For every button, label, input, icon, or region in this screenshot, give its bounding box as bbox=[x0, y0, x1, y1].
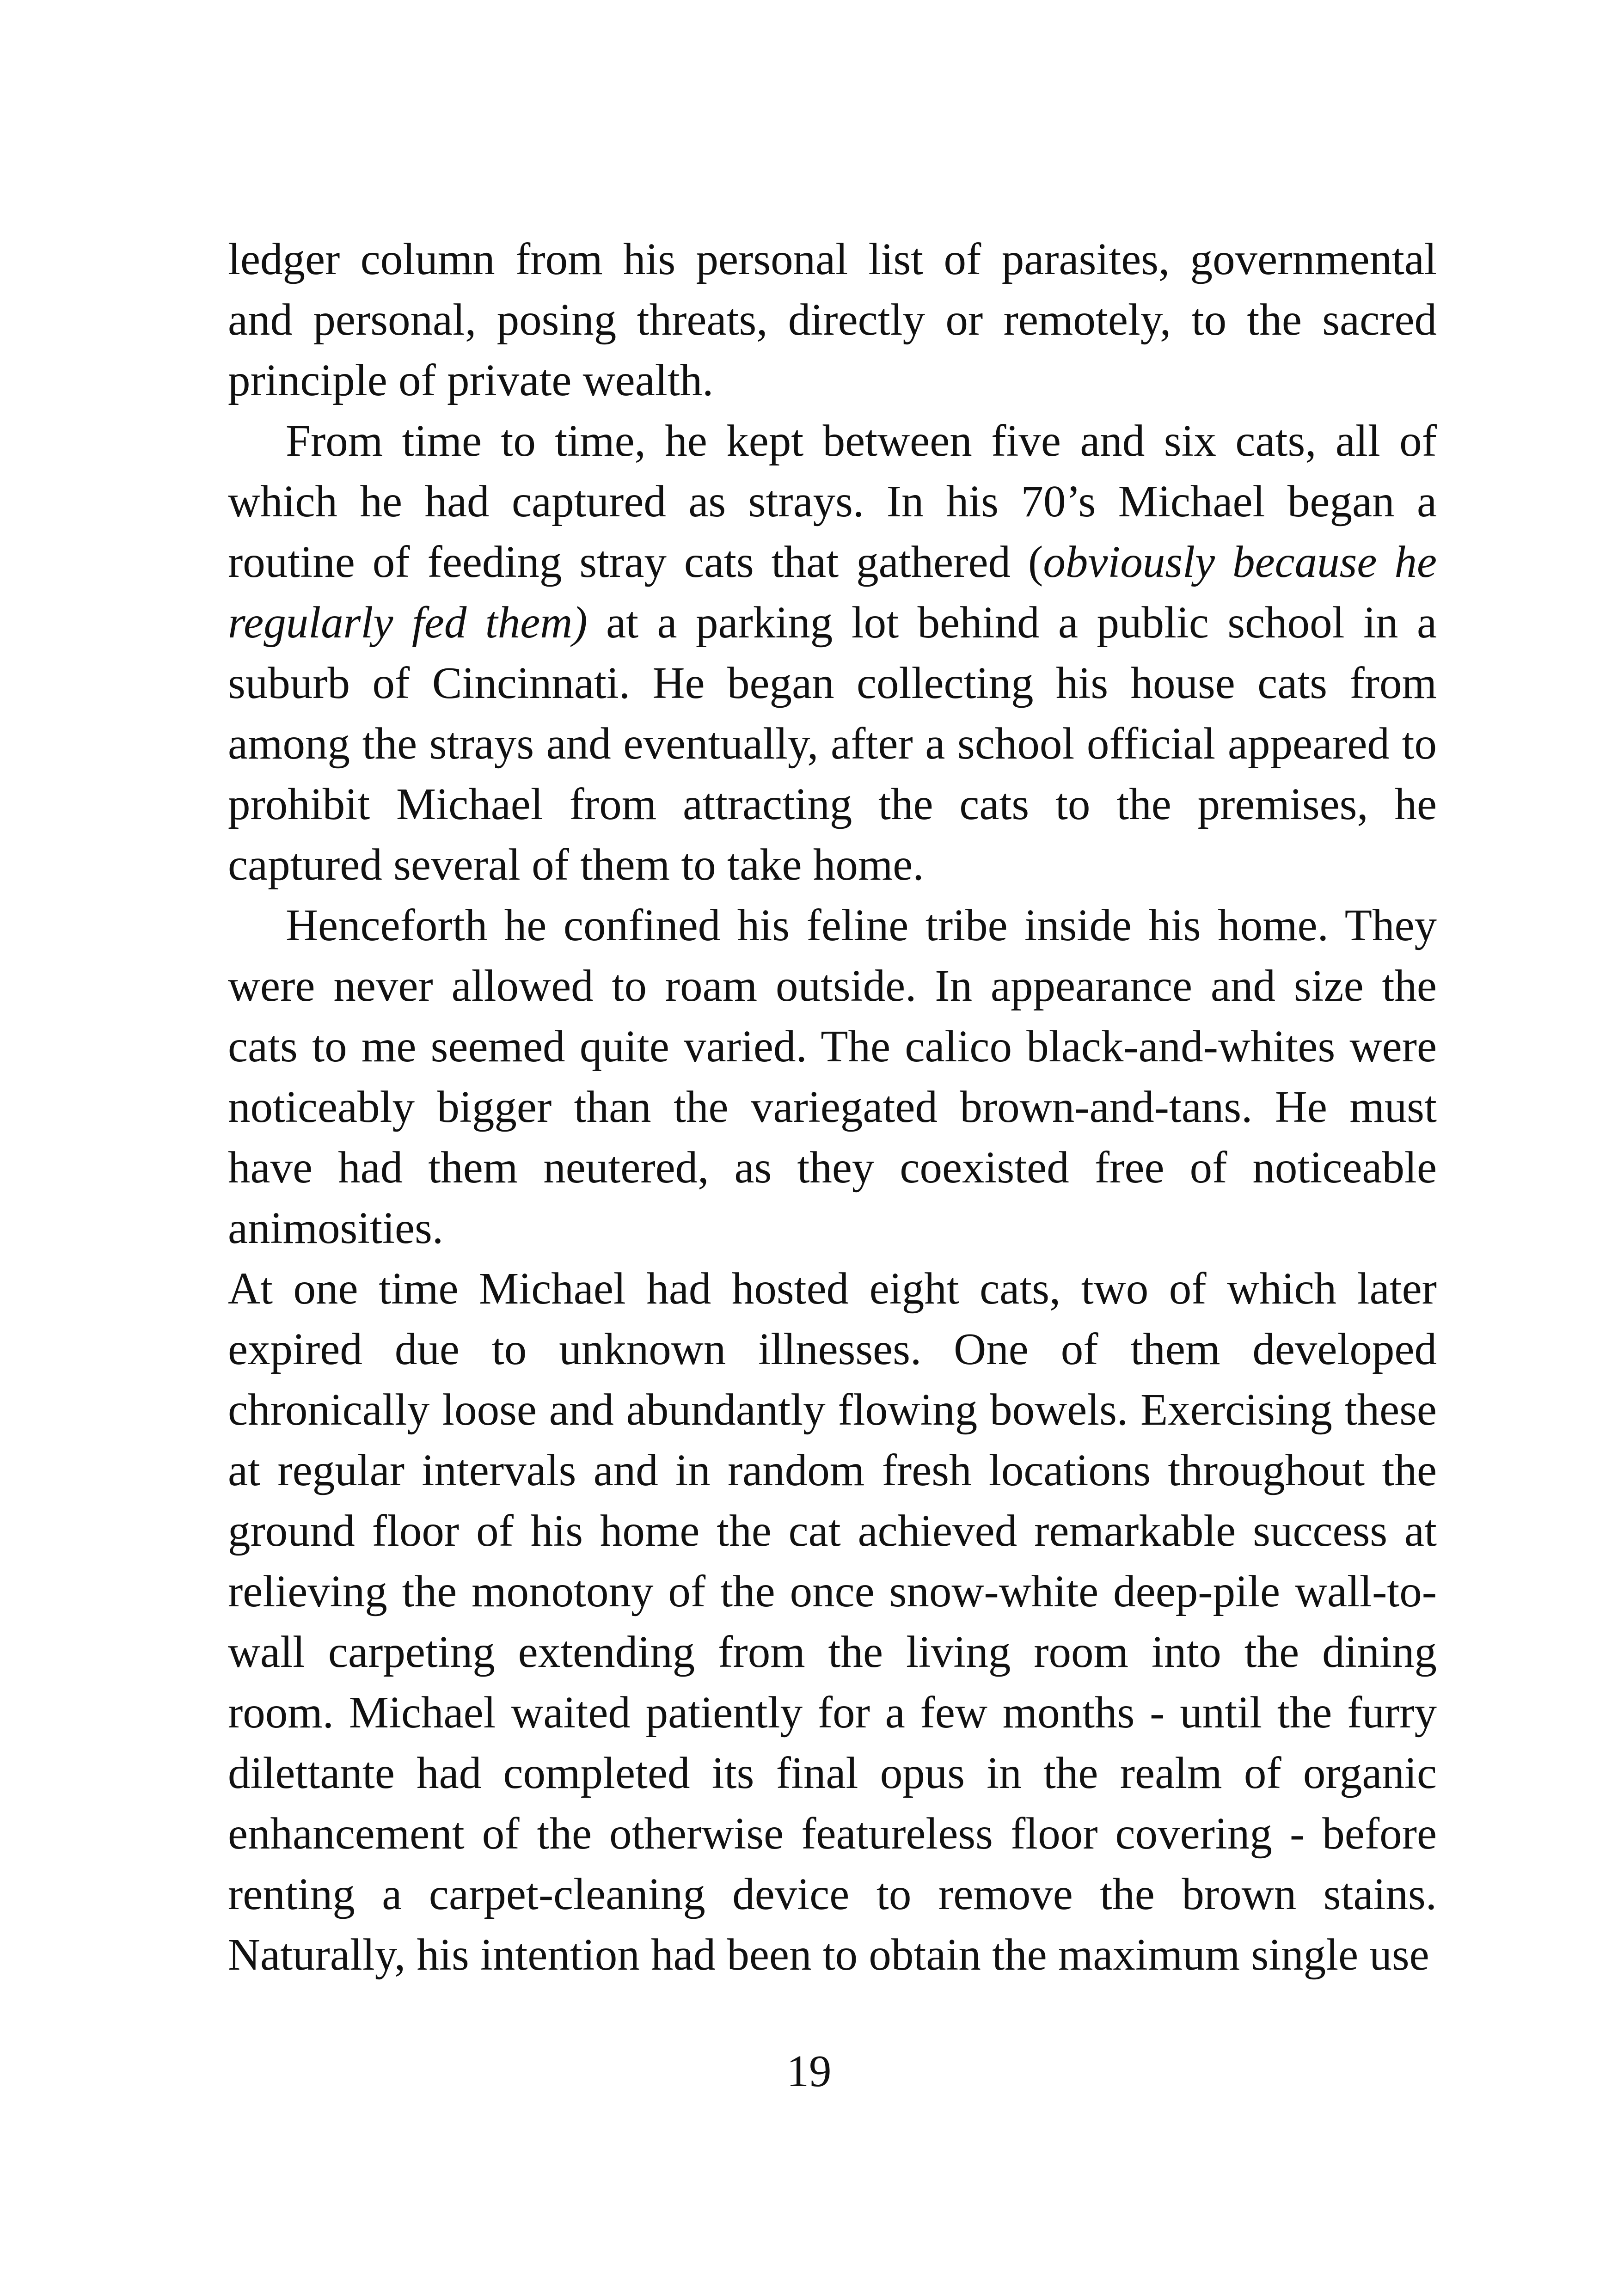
paragraph-1-text: ledger column from his personal list of parasites, governmental and personal, posing threats, directly or remotely, to the sacred principle of private wealth. bbox=[228, 234, 1437, 405]
paragraph-4-text: At one time Michael had hosted eight cats, two of which later expired due to unknown illnesses. One of them developed chronically loose and abundantly flowing bowels. Exercising these at regular intervals and in random fresh locations throughout the ground floor of his home the cat achieved remarkable success at relieving the monotony of the once snow-white deep-pile wall-to-wall carpeting extending from the living room into the dining room. Michael waited patiently for a few months - until the furry dilettante had completed its final opus in the realm of organic enhancement of the otherwise featureless floor covering - before renting a carpet-cleaning device to remove the brown stains. Naturally, his intention had been to obtain the maximum single use bbox=[228, 1264, 1437, 1979]
paragraph-2-text-b: at a parking lot behind a public school in a suburb of Cincinnati. He began collecting his house cats from among the strays and eventually, after a school official appeared to prohibit Michael from attracting the cats to the premises, he captured several of them to take home. bbox=[228, 598, 1437, 889]
paragraph-3 bbox=[228, 895, 1437, 1258]
paragraph-3-text: Henceforth he confined his feline tribe inside his home. They were never allowed to roam outside. In appearance and size the cats to me seemed quite varied. The calico black-and-whites were noticeably bigger than the variegated brown-and-tans. He must have had them neutered, as they coexisted free of noticeable animosities. bbox=[228, 900, 1437, 1253]
body-text bbox=[228, 229, 1437, 1985]
paragraph-4 bbox=[228, 1258, 1437, 1985]
page-number: 19 bbox=[786, 2046, 832, 2096]
paragraph-2 bbox=[228, 410, 1437, 895]
paragraph-1 bbox=[228, 229, 1437, 410]
paragraph-2-text-a: From time to time, he kept between five and six cats, all of which he had captured as strays. In his 70’s Michael began a routine of feeding stray cats that gathered ( bbox=[228, 416, 1437, 587]
paragraph-2-italic-aside: obviously because he regularly fed them) bbox=[228, 537, 1437, 647]
